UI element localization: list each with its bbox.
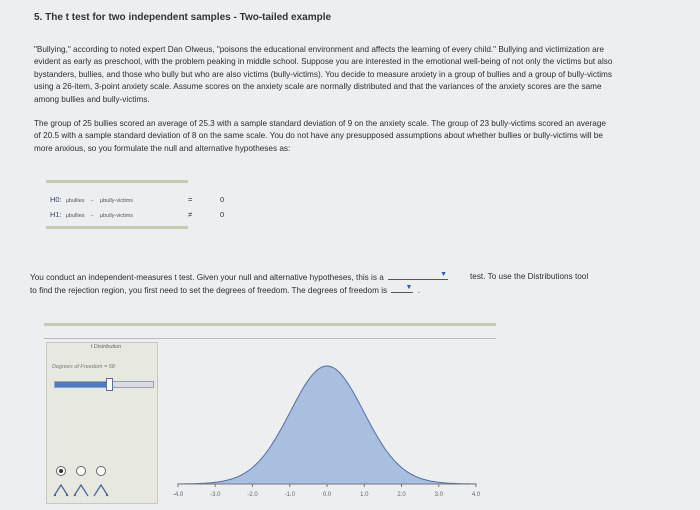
alt-term-bullies: μbullies xyxy=(65,213,85,219)
null-term-bullies: μbullies xyxy=(65,198,85,204)
question-title: 5. The t test for two independent samples - Two-tailed example xyxy=(34,12,332,23)
alt-hypothesis-label: H1: xyxy=(50,210,62,219)
tool-top-rule xyxy=(44,323,496,326)
instructions-part1: You conduct an independent-measures t test. Given your null and alternative hypotheses, this is a xyxy=(30,273,384,282)
x-tick-label: -3.0 xyxy=(210,492,221,498)
chevron-down-icon: ▼ xyxy=(405,284,413,291)
hypotheses-box xyxy=(46,180,225,230)
x-tick-label: 0.0 xyxy=(322,492,332,498)
alt-term-bully-victims: μbully-victims xyxy=(99,213,134,219)
hypotheses-bottom-rule xyxy=(46,226,188,229)
alt-operator: ≠ xyxy=(188,210,193,219)
right-tail-icon[interactable] xyxy=(94,485,108,496)
degrees-of-freedom-slider[interactable] xyxy=(54,381,154,388)
alt-value: 0 xyxy=(220,210,225,219)
null-minus: − xyxy=(90,198,94,204)
x-tick-label: 2.0 xyxy=(397,492,406,498)
two-tail-icon[interactable] xyxy=(54,485,68,496)
null-operator: = xyxy=(188,195,193,204)
tool-title: t Distribution xyxy=(90,344,122,350)
instructions-part3: to find the rejection region, you first need to set the degrees of freedom. The degrees of freedom is xyxy=(30,286,388,295)
left-tail-icon[interactable] xyxy=(74,485,88,496)
instructions-part2: test. To use the Distributions tool xyxy=(470,272,589,281)
data-paragraph: The group of 25 bullies scored an average of 25.3 with a sample standard deviation of 9 on the anxiety scale. The group of 23 bully-victims scored an average of 20.5 with a sample standard deviation of 8 on the same scale. You do not have any presupposed assumptions about whether bullies or bully-victims will be more anxious, so you formulate the null and alternative hypotheses as: xyxy=(34,119,606,153)
null-term-bully-victims: μbully-victims xyxy=(99,198,134,204)
slider-thumb[interactable] xyxy=(106,378,113,391)
slider-fill xyxy=(55,382,109,387)
alternative-hypothesis xyxy=(50,210,240,219)
instructions-text xyxy=(30,270,630,295)
alt-minus: − xyxy=(90,213,94,219)
instructions-line2 xyxy=(30,283,420,297)
hypotheses-top-rule xyxy=(46,180,188,183)
degrees-of-freedom-label: Degrees of Freedom = 58 xyxy=(52,364,115,370)
radio-right-tailed[interactable] xyxy=(96,466,106,476)
test-type-dropdown[interactable] xyxy=(388,270,448,280)
radio-two-tailed[interactable] xyxy=(56,466,66,476)
null-value: 0 xyxy=(220,195,225,204)
null-hypothesis xyxy=(50,195,240,204)
t-distribution-curve xyxy=(178,366,476,484)
x-tick-label: 3.0 xyxy=(434,492,443,498)
radio-left-tailed[interactable] xyxy=(76,466,86,476)
x-tick-label: -4.0 xyxy=(172,492,184,498)
scenario-paragraph: "Bullying," according to noted expert Dan Olweus, "poisons the educational environment and affects the learning of every child." Bullying and victimization are evident as early as preschool, with the problem peaking in middle school. Suppose you are interested in the emotional well-being of not only the victims but also bystanders, bullies, and those who bully but who are also victims (bully-victims). You decide to measure anxiety in a group of bullies and a group of bully-victims using a 26-item, 3-point anxiety scale. Assume scores on the anxiety scale are normally distributed and that the variances of the anxiety scores are the same among bullies and bully-victims. xyxy=(34,45,613,104)
degrees-of-freedom-dropdown[interactable] xyxy=(391,283,413,293)
x-tick-label: 1.0 xyxy=(360,492,369,498)
chevron-down-icon: ▼ xyxy=(440,271,448,278)
x-tick-label: -2.0 xyxy=(247,492,258,498)
x-tick-label: -1.0 xyxy=(284,492,295,498)
tail-type-icons[interactable] xyxy=(52,482,122,498)
t-distribution-chart xyxy=(166,338,488,506)
instructions-part4: . xyxy=(417,286,420,295)
null-hypothesis-label: H0: xyxy=(50,195,62,204)
x-tick-label: 4.0 xyxy=(471,492,481,498)
